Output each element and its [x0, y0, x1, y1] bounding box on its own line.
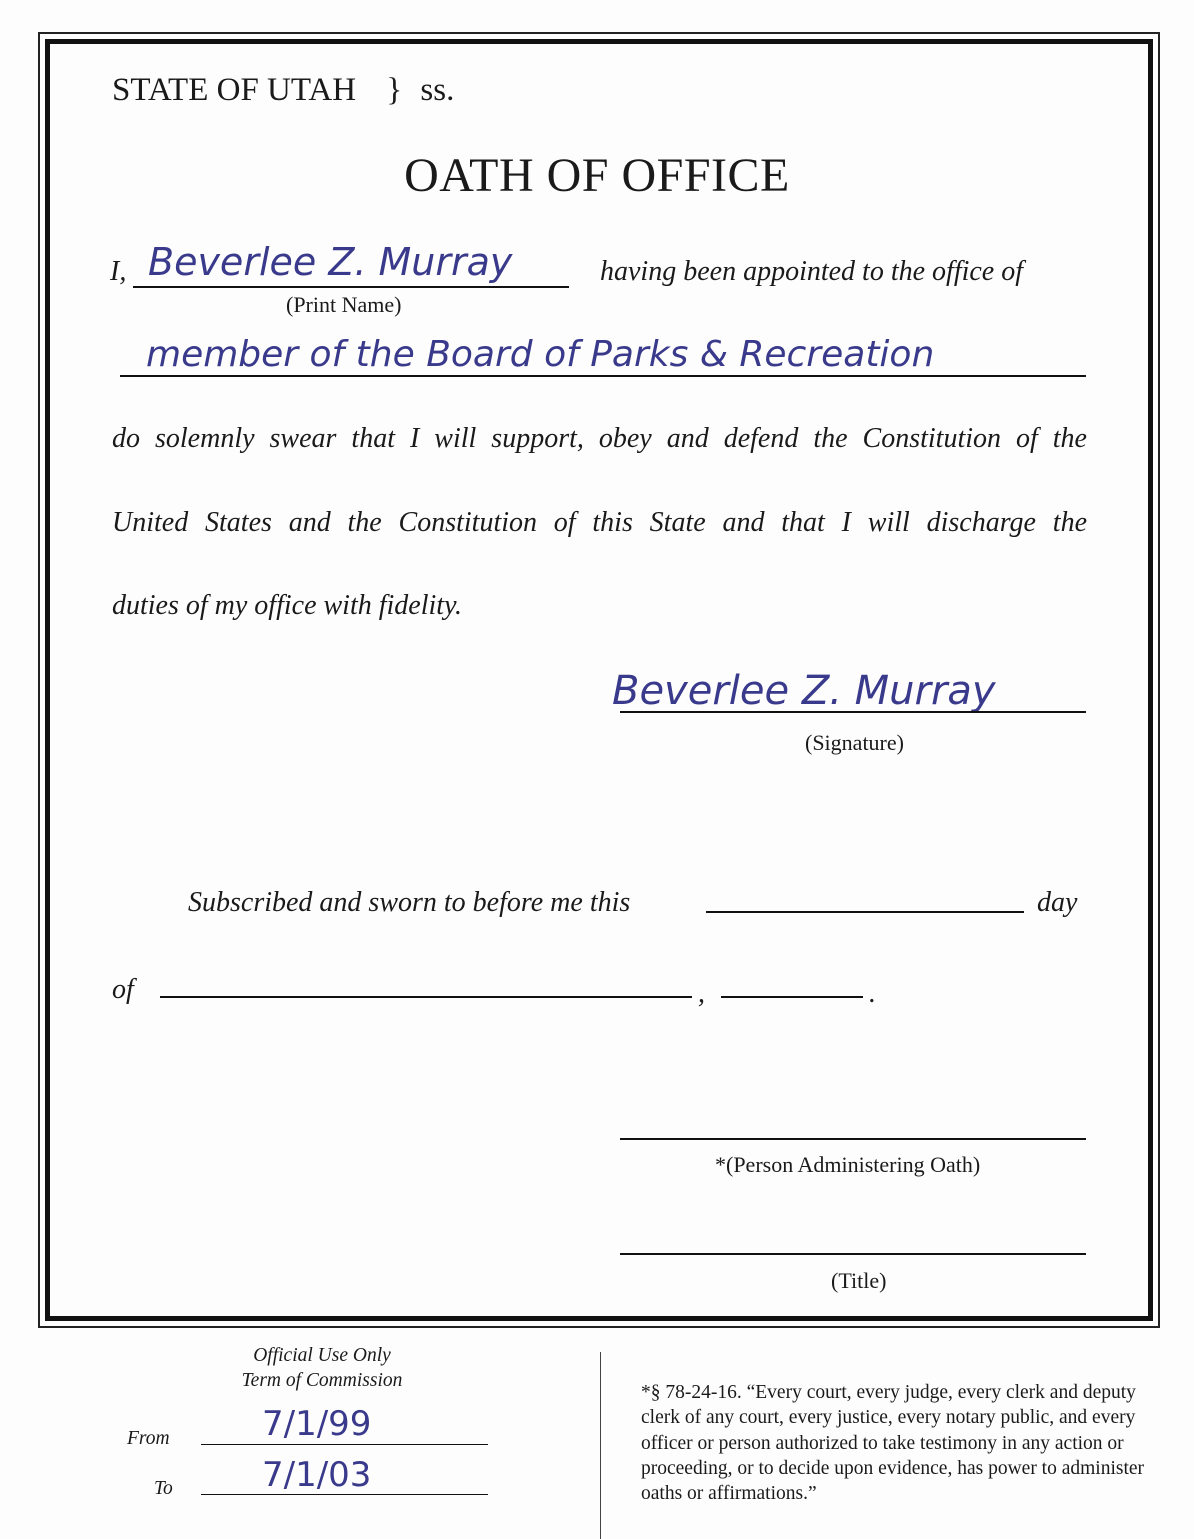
signature-handwritten: Beverlee Z. Murray: [612, 668, 996, 714]
ss-text: ss.: [420, 72, 455, 108]
of-text: of: [112, 974, 134, 1005]
appointed-text: having been appointed to the office of: [600, 256, 1024, 287]
official-use-heading: Official Use Only: [253, 1345, 391, 1366]
column-divider: [600, 1352, 601, 1539]
from-line: [201, 1444, 488, 1445]
term-heading: Term of Commission: [241, 1370, 403, 1391]
statute-text: *§ 78-24-16. “Every court, every judge, every clerk and deputy clerk of any court, every justice, every notary public, and every officer or person authorized to take testimony in any action or proceeding, or to decide upon evidence, has power to administer oaths or affirmations.”: [641, 1382, 1145, 1505]
title-line: [620, 1253, 1086, 1255]
to-value: 7/1/03: [262, 1455, 372, 1495]
month-line: [160, 996, 692, 998]
day-line: [706, 911, 1024, 913]
to-label: To: [154, 1478, 173, 1499]
name-line: [133, 286, 569, 288]
page-title: OATH OF OFFICE: [404, 149, 790, 202]
signature-line: [620, 711, 1086, 713]
from-value: 7/1/99: [262, 1404, 372, 1444]
handwritten-office: member of the Board of Parks & Recreation: [146, 334, 935, 375]
signature-label: (Signature): [805, 730, 904, 755]
oath-prefix: I,: [110, 256, 127, 287]
comma: ,: [698, 978, 705, 1009]
day-text: day: [1037, 887, 1078, 918]
state-line: [112, 72, 454, 109]
office-line: [120, 375, 1086, 377]
oath-line-3: duties of my office with fidelity.: [112, 590, 462, 621]
administrator-line: [620, 1138, 1086, 1140]
administrator-label: *(Person Administering Oath): [715, 1152, 981, 1177]
from-label: From: [127, 1428, 170, 1449]
brace: }: [386, 72, 403, 108]
title-label: (Title): [831, 1268, 887, 1293]
oath-line-2: United States and the Constitution of this State and that I will discharge the: [112, 507, 1087, 538]
handwritten-name: Beverlee Z. Murray: [148, 240, 513, 284]
oath-line-1: do solemnly swear that I will support, obey and defend the Constitution of the: [112, 423, 1087, 454]
state-text: STATE OF UTAH: [112, 72, 357, 108]
print-name-label: (Print Name): [286, 292, 402, 317]
year-line: [721, 996, 863, 998]
subscribed-text: Subscribed and sworn to before me this: [188, 887, 631, 918]
period: .: [869, 978, 876, 1009]
